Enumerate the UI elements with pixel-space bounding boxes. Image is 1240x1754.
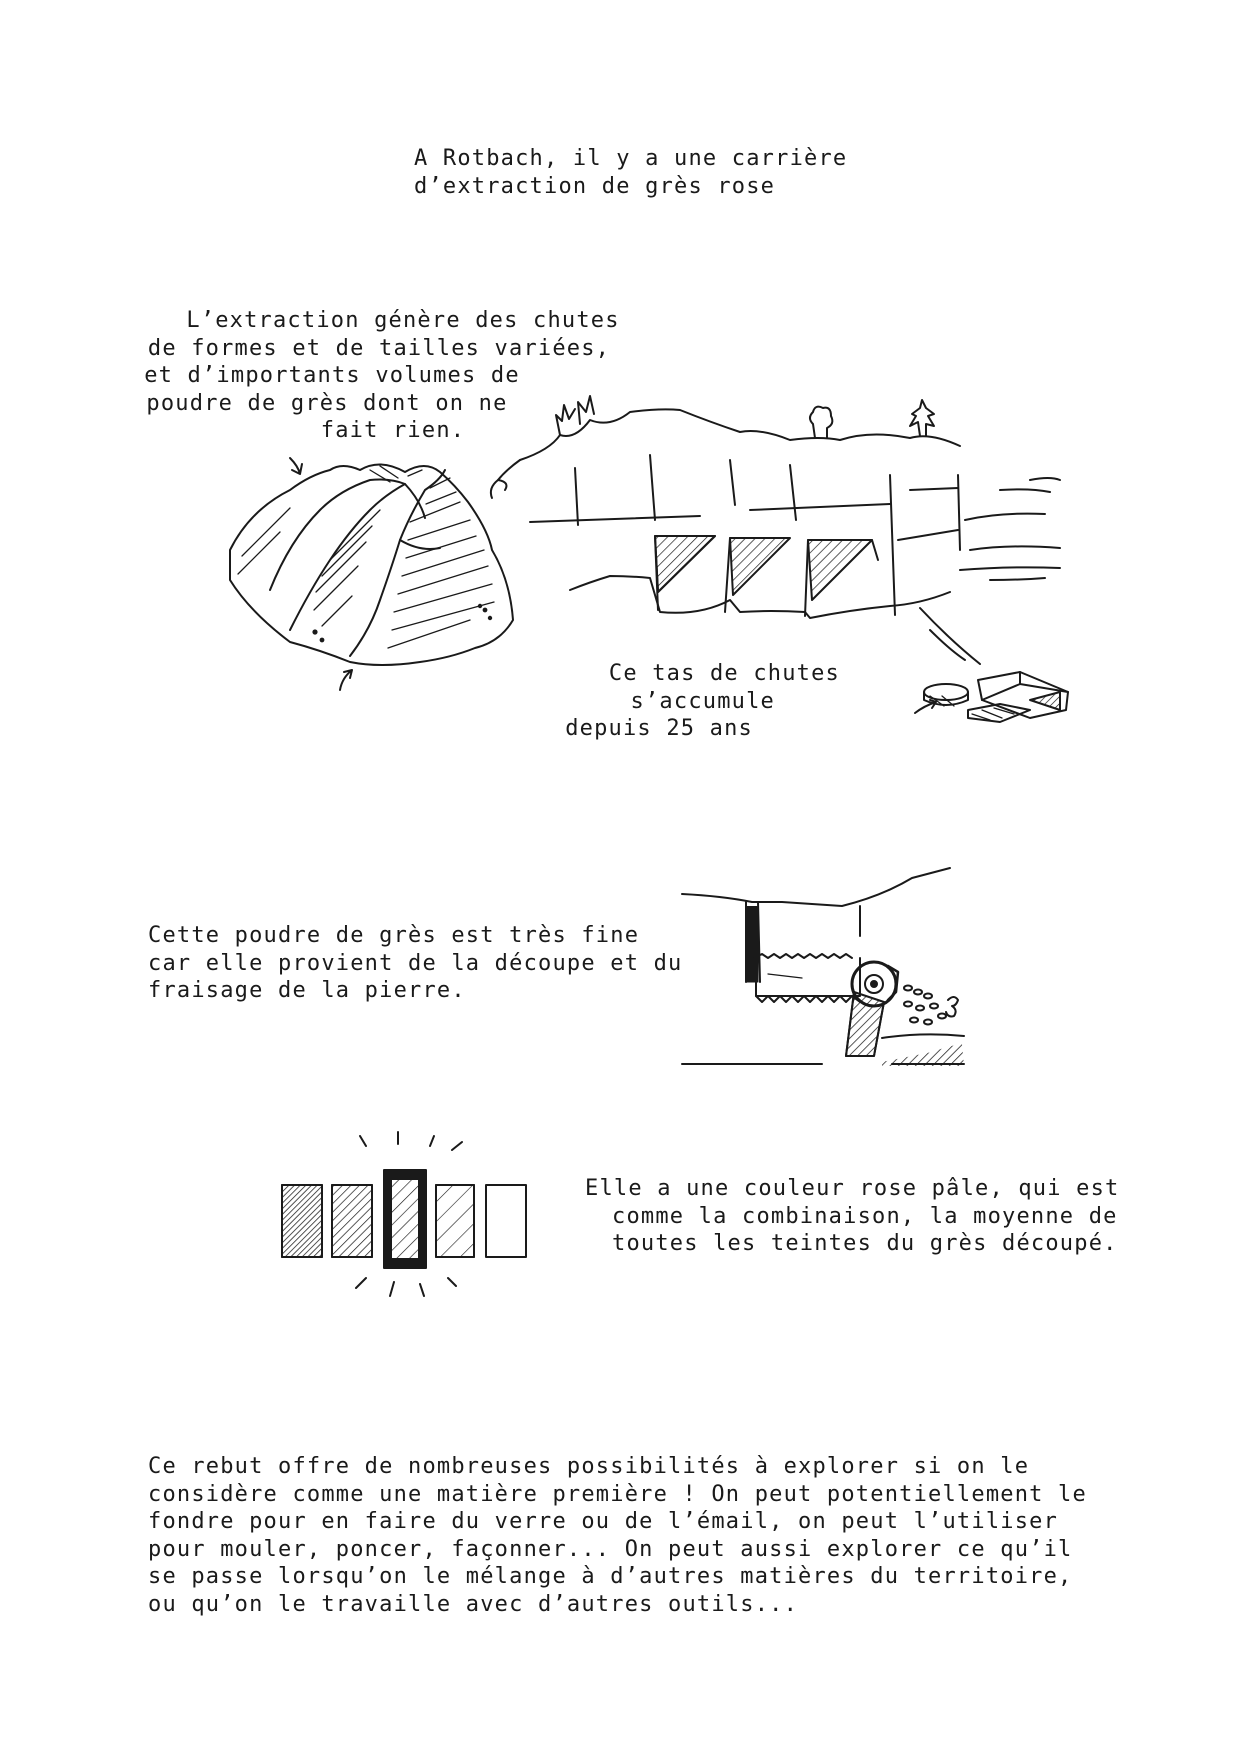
color-text bbox=[585, 1175, 1119, 1258]
conclusion-line: fondre pour en faire du verre ou de l’émail, on peut l’utiliser bbox=[148, 1509, 1059, 1534]
conclusion-line: considère comme une matière première ! On peut potentiellement le bbox=[148, 1481, 1087, 1507]
pile-line: s’accumule bbox=[630, 688, 775, 714]
conclusion-line: ou qu’on le travaille avec d’autres outils... bbox=[148, 1591, 799, 1617]
color-line: toutes les teintes du grès découpé. bbox=[612, 1231, 1118, 1256]
intro-line: A Rotbach, il y a une carrière bbox=[414, 146, 848, 171]
conclusion-line: pour mouler, poncer, façonner... On peut aussi explorer ce qu’il bbox=[148, 1536, 1073, 1562]
conclusion-line: Ce rebut offre de nombreuses possibilités à explorer si on le bbox=[148, 1454, 1030, 1479]
pile-line: depuis 25 ans bbox=[565, 716, 753, 741]
color-swatches-illustration bbox=[270, 1130, 540, 1310]
color-line: comme la combinaison, la moyenne de bbox=[612, 1203, 1118, 1229]
intro-line: d’extraction de grès rose bbox=[414, 173, 776, 199]
saw-illustration bbox=[682, 866, 962, 1076]
powder-line: Cette poudre de grès est très fine bbox=[148, 923, 640, 948]
extraction-line: poudre de grès dont on ne bbox=[146, 390, 508, 416]
powder-text bbox=[148, 922, 682, 1005]
extraction-line: fait rien. bbox=[320, 418, 466, 443]
color-line: Elle a une couleur rose pâle, qui est bbox=[585, 1176, 1120, 1201]
conclusion-text bbox=[148, 1453, 1087, 1618]
extraction-line: et d’importants volumes de bbox=[144, 363, 520, 388]
pile-line: Ce tas de chutes bbox=[608, 661, 840, 686]
powder-line: fraisage de la pierre. bbox=[148, 978, 466, 1003]
conclusion-line: se passe lorsqu’on le mélange à d’autres matières du territoire, bbox=[148, 1564, 1073, 1589]
extraction-line: L’extraction génère des chutes bbox=[186, 308, 620, 333]
powder-line: car elle provient de la découpe et du bbox=[148, 950, 683, 976]
intro-text bbox=[414, 145, 847, 200]
pile-text bbox=[565, 660, 840, 743]
extraction-line: de formes et de tailles variées, bbox=[147, 335, 611, 361]
